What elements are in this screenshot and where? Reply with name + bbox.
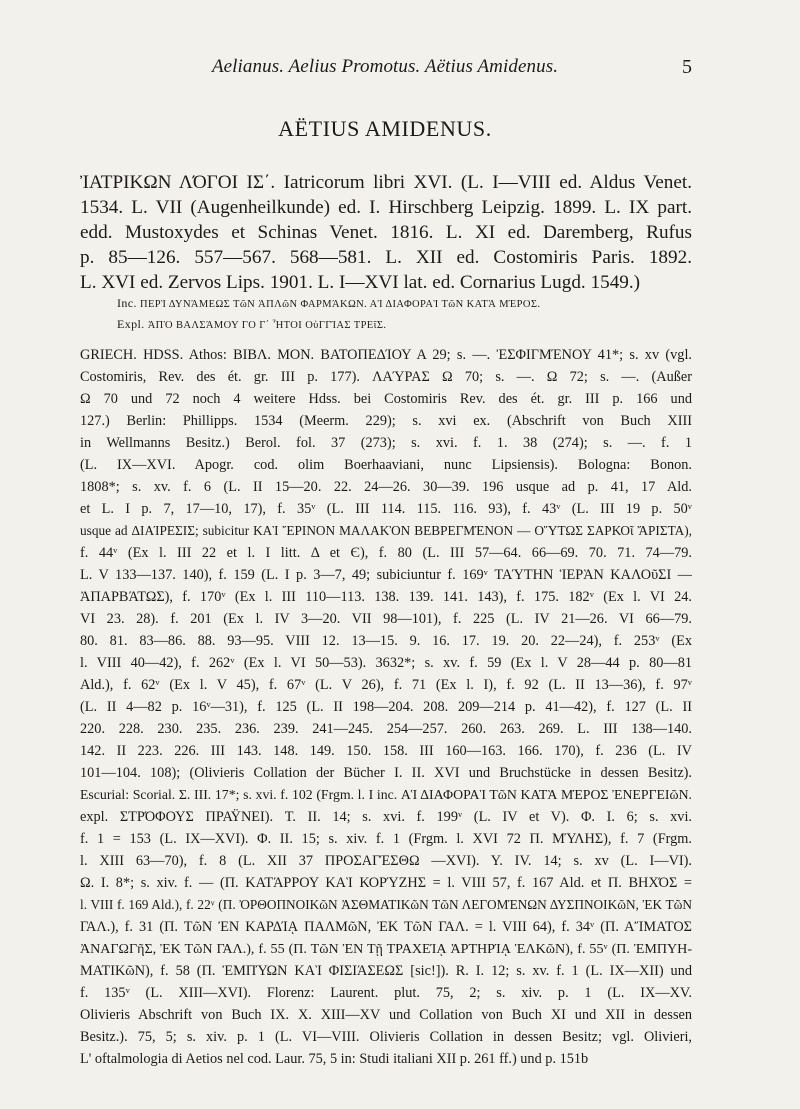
incipit-line [117,296,540,311]
manuscripts-paragraph [80,344,692,1070]
explicit-text: ἈΠῸ ΒΑΛΣΆΜΟΥ ΓΟ Γ΄ ἮΤΟΙ ΟὐΓΓΊΑΣ ΤΡΕῖΣ. [147,320,387,331]
body-line: et L. I p. 7, 17—10, 17), f. 35ᵛ (L. III 114. 115. 116. 93), f. 43ᵛ (L. III 19 p. 50ᵛ [80,501,692,517]
body-line: l. VIII 40—42), f. 262ᵛ (Ex l. VI 50—53). 3632*; s. xv. f. 59 (Ex l. V 28—44 p. 80—81 [80,655,692,671]
body-line: Ω 70 und 72 noch 4 weitere Hdss. bei Costomiris Rev. des ét. gr. III p. 166 und [80,391,692,407]
body-line: ΜΑΤΙΚῶΝ), f. 58 (Π. ἘΜΠΎΩΝ ΚΑῚ ΦΙΣΙΆΣΕΩΣ [sic!]). R. I. 12; s. xv. f. 1 (L. IX—XII) und [80,963,692,979]
body-line: expl. ΣΤΡΌΦΟΥΣ ΠΡΑΫΝΕΙ). T. II. 14; s. xvi. f. 199ᵛ (L. IV et V). Φ. I. 6; s. xvi. [80,809,692,825]
body-line: Escurial: Scorial. Σ. III. 17*; s. xvi. f. 102 (Frgm. l. I inc. ΑἹ ΔΙΑΦΟΡΑῚ ΤῶΝ ΚΑΤᾺ ΜΈΡΟΣ ἘΝΕΡΓΕΙῶΝ. [80,787,692,802]
body-line: 142. II 223. 226. III 143. 148. 149. 150. 158. III 160—163. 166. 170), f. 236 (L. IV [80,743,692,759]
intro-line: p. 85—126. 557—567. 568—581. L. XII ed. Costomiris Paris. 1892. [80,247,692,268]
body-line: Ald.), f. 62ᵛ (Ex l. V 45), f. 67ᵛ (L. V 26), f. 71 (Ex l. I), f. 92 (L. II 13—36), f. 97ᵛ [80,677,692,693]
body-line: 220. 228. 230. 235. 236. 239. 241—245. 254—257. 260. 263. 269. L. III 138—140. [80,721,692,737]
body-line: f. 44ᵛ (Ex l. III 22 et l. I litt. Δ et Є), f. 80 (L. III 57—64. 66—69. 70. 71. 74—79. [80,545,692,561]
intro-line: 1534. L. VII (Augenheilkunde) ed. I. Hirschberg Leipzig. 1899. L. IX part. [80,197,692,218]
explicit-label: Expl. [117,317,145,331]
body-line: in Wellmanns Besitz.) Berol. fol. 37 (273); s. xvi. f. 1. 38 (274); s. —. f. 1 [80,435,692,451]
body-line: ἈΝΑΓΩΓῆΣ, ἘΚ ΤῶΝ ΓΑΛ.), f. 55 (Π. ΤῶΝ ἘΝ Τῇ ΤΡΑΧΕΊᾼ ἈΡΤΗΡΊᾼ ἙΛΚῶΝ), f. 55ᵛ (Π. ἘΜΠΥΗ- [80,941,692,957]
intro-line: ἸΑΤΡΙΚΩΝ ΛΌΓΟΙ ΙΣ΄. Iatricorum libri XVI. (L. I—VIII ed. Aldus Venet. [80,172,692,193]
incipit-text: ΠΕΡῚ ΔΥΝΆΜΕΩΣ ΤῶΝ ἉΠΛῶΝ ΦΑΡΜΆΚΩΝ. ΑἹ ΔΙΑΦΟΡΑῚ ΤῶΝ ΚΑΤᾺ ΜΈΡΟΣ. [139,299,541,310]
body-line: 101—104. 108); (Olivieris Collation der Bücher I. II. XVI und Bruchstücke in dessen Besitz). [80,765,692,781]
body-line: l. VIII f. 169 Ald.), f. 22ᵛ (Π. ὈΡΘΟΠΝΟΙΚῶΝ ἈΣΘΜΑΤΙΚῶΝ ΤῶΝ ΛΕΓΟΜΈΝΩΝ ΔΥΣΠΝΟΙΚῶΝ, ἘΚ ΤῶΝ [80,897,692,912]
body-line: Costomiris, Rev. des ét. gr. III p. 177). ΛΑΎΡΑΣ Ω 70; s. —. Ω 72; s. —. (Außer [80,369,692,385]
intro-paragraph [80,170,692,295]
body-line: Olivieris Abschrift von Buch IX. X. XIII—XV und Collation von Buch XI und XII in dessen [80,1007,692,1023]
body-line: f. 135ᵛ (L. XIII—XVI). Florenz: Laurent. plut. 75, 2; s. xiv. p. 1 (L. IX—XV. [80,985,692,1001]
body-line: l. XIII 63—70), f. 8 (L. XII 37 ΠΡΟΣΑΓΈΣΘΩ —XVI). Y. IV. 14; s. xv (L. I—VI). [80,853,692,869]
body-line: usque ad ΔΙΑΊΡΕΣΙΣ; subicitur ΚΑῚ ἜΡΙΝΟΝ ΜΑΛΑΚῸΝ ΒΕΒΡΕΓΜΈΝΟΝ — ΟὝΤΩΣ ΣΑΡΚΟῖ ἌΡΙΣΤΑ), [80,523,692,538]
incipit-label: Inc. [117,296,137,310]
page-number: 5 [682,56,692,78]
body-line: (L. II 4—82 p. 16ᵛ—31), f. 125 (L. II 198—204. 208. 209—214 p. 41—42), f. 127 (L. II [80,699,692,715]
body-line: ΓΑΛ.), f. 31 (Π. ΤῶΝ ἘΝ ΚΑΡΔΊᾼ ΠΑΛΜῶΝ, ἘΚ ΤῶΝ ΓΑΛ. = l. VIII 64), f. 34ᵛ (Π. ΑἼΜΑΤΟΣ [80,919,692,935]
body-line: 80. 81. 83—86. 88. 93—95. VIII 12. 13—15. 9. 16. 17. 19. 20. 22—24), f. 253ᵛ (Ex [80,633,692,649]
running-head: Aelianus. Aelius Promotus. Aëtius Amidenus. [211,56,559,77]
section-title: AËTIUS AMIDENUS. [278,116,492,141]
body-line: f. 1 = 153 (L. IX—XVI). Φ. II. 15; s. xiv. f. 1 (Frgm. l. XVI 72 Π. ΜΎΛΗΣ), f. 7 (Frgm. [80,831,692,847]
intro-line: edd. Mustoxydes et Schinas Venet. 1816. L. XI ed. Daremberg, Rufus [80,222,692,243]
body-line: VI 23. 28). f. 201 (Ex l. IV 3—20. VII 98—101), f. 225 (L. IV 21—26. VI 66—79. [80,611,692,627]
body-line: Ω. I. 8*; s. xiv. f. — (Π. ΚΑΤΆΡΡΟΥ ΚΑῚ ΚΟΡΎΖΗΣ = l. VIII 57, f. 167 Ald. et Π. ΒΗΧΌΣ = [80,875,692,891]
intro-line: L. XVI ed. Zervos Lips. 1901. L. I—XVI lat. ed. Cornarius Lugd. 1549.) [80,272,641,293]
body-line: 1808*; s. xv. f. 6 (L. II 15—20. 22. 24—26. 30—39. 196 usque ad p. 41, 17 Ald. [80,479,692,495]
body-line: (L. IX—XVI. Apogr. cod. olim Boerhaaviani, nunc Lipsiensis). Bologna: Bonon. [80,457,692,473]
body-line: L' oftalmologia di Aetios nel cod. Laur. 75, 5 in: Studi italiani XII p. 261 ff.) und p. 151b [80,1051,589,1067]
body-line: Besitz.). 75, 5; s. xiv. p. 1 (L. VI—VIII. Olivieris Collation in dessen Besitz; vgl. Olivieri, [80,1029,692,1045]
body-line: GRIECH. HDSS. Athos: ΒΙΒΛ. ΜΟΝ. ΒΑΤΟΠΕΔΊΟΥ Α 29; s. —. ἘΣΦΙΓΜΈΝΟΥ 41*; s. xv (vgl. [80,347,692,363]
explicit-line [117,317,386,332]
body-line: ἈΠΑΡΒΆΤΩΣ), f. 170ᵛ (Ex l. III 110—113. 138. 139. 141. 143), f. 175. 182ᵛ (Ex l. VI 24. [80,589,692,605]
body-line: L. V 133—137. 140), f. 159 (L. I p. 3—7, 49; subiciuntur f. 169ᵛ ΤΑΎΤΗΝ ἹΕΡᾺΝ ΚΑΛΟῦΣΙ — [80,567,692,583]
body-line: 127.) Berlin: Phillipps. 1534 (Meerm. 229); s. xvi ex. (Abschrift von Buch XIII [80,413,692,429]
